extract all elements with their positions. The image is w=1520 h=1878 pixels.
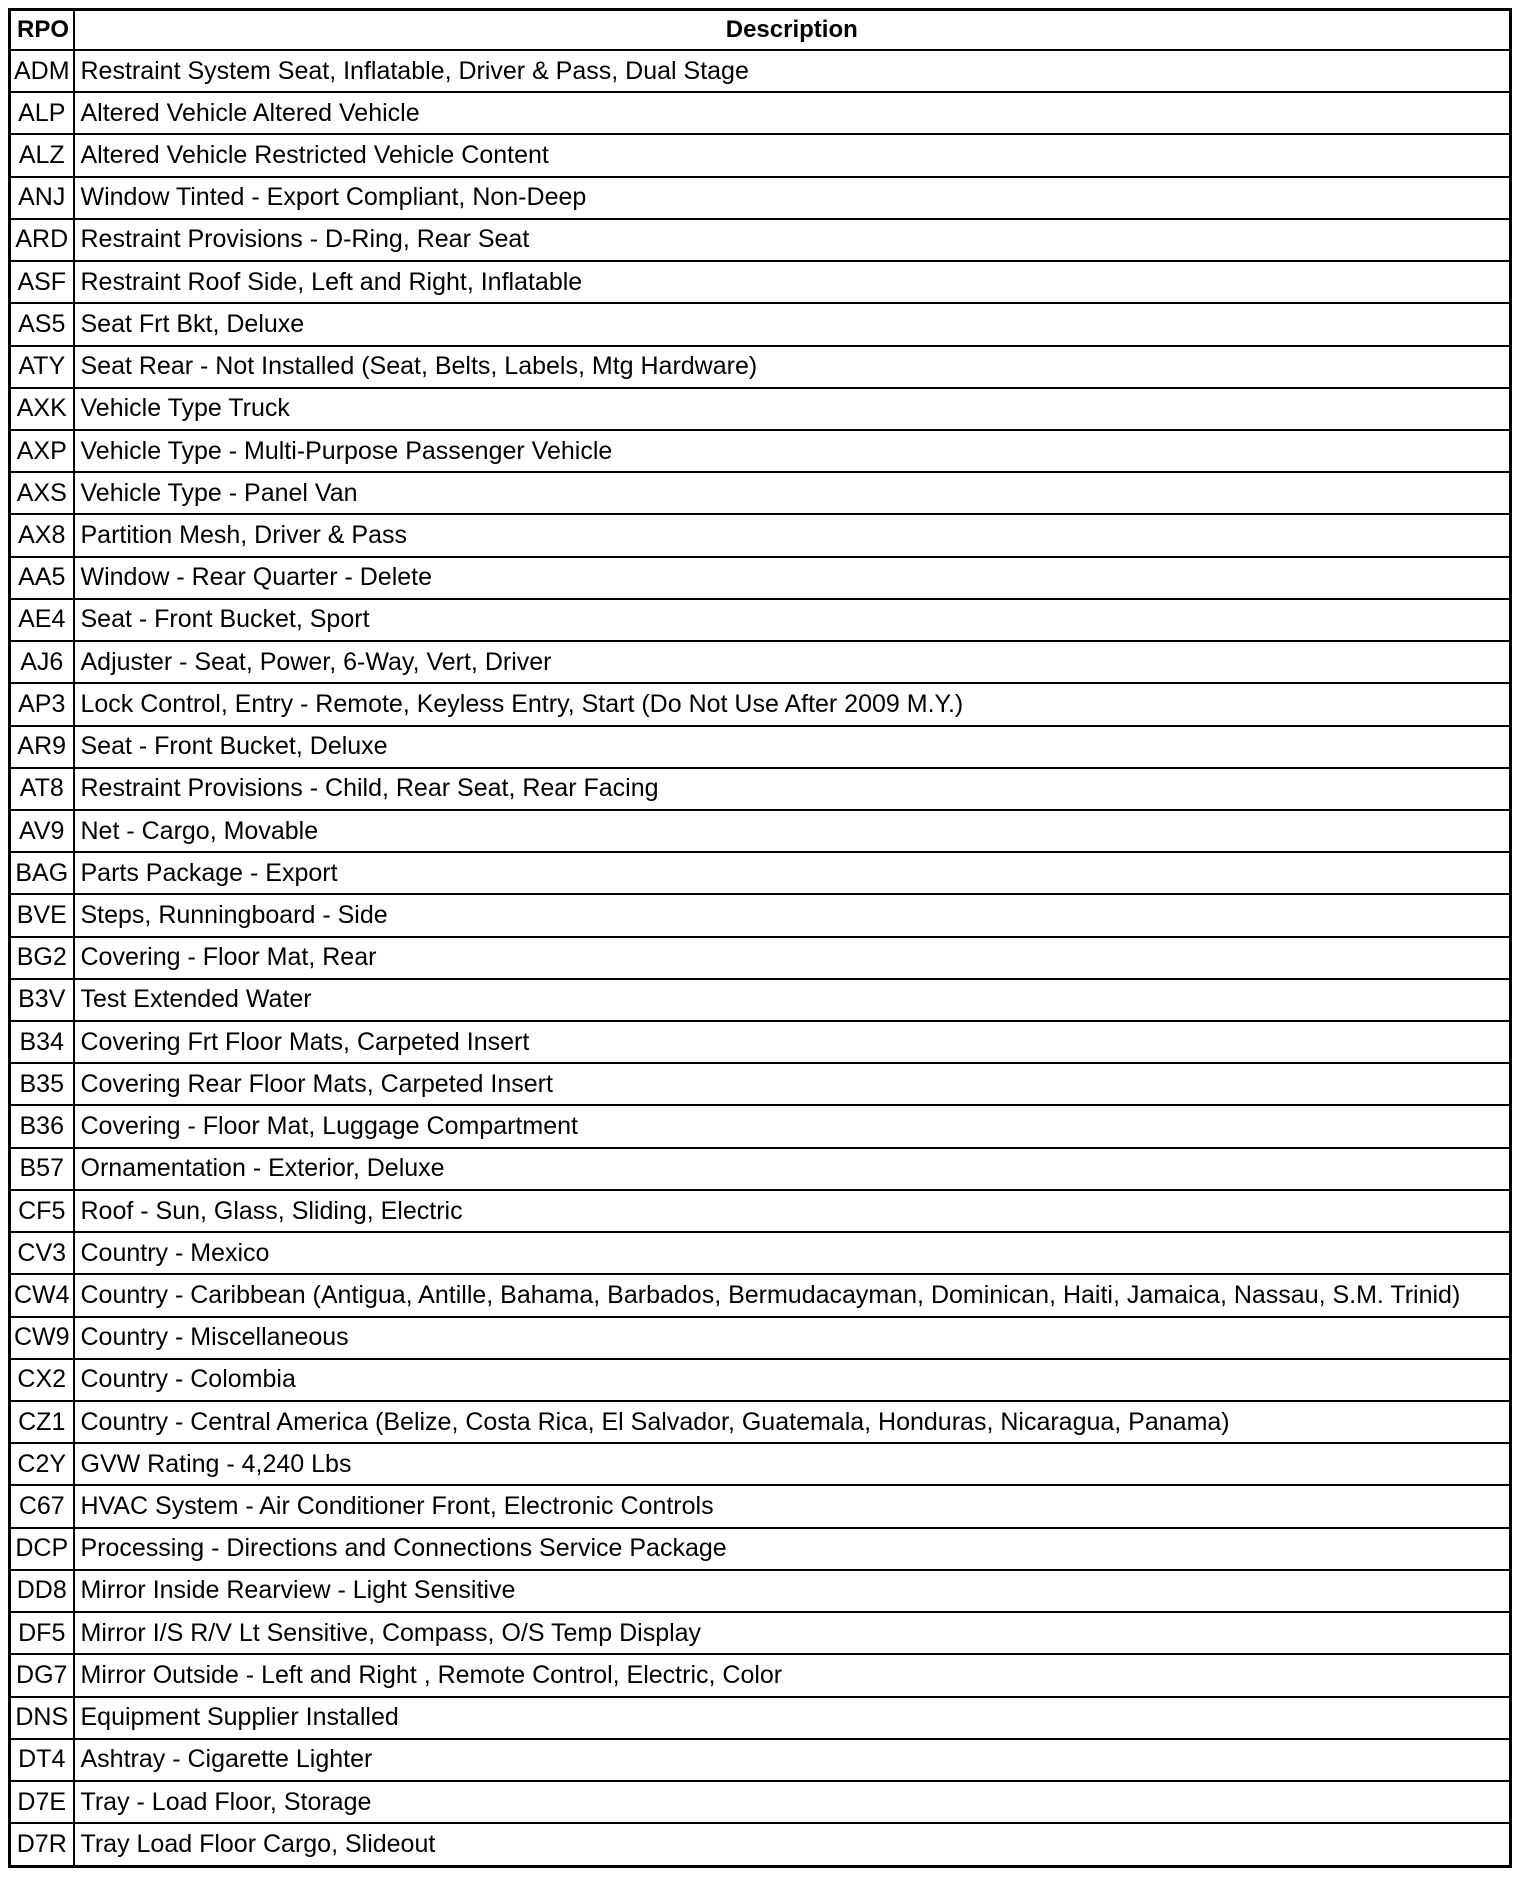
rpo-code-cell: C67 — [10, 1485, 74, 1527]
table-row — [10, 1570, 1511, 1612]
table-row — [10, 1317, 1511, 1359]
description-cell: Restraint System Seat, Inflatable, Driver & Pass, Dual Stage — [74, 50, 1511, 92]
table-row — [10, 599, 1511, 641]
description-cell: Partition Mesh, Driver & Pass — [74, 514, 1511, 556]
rpo-code-cell: ARD — [10, 219, 74, 261]
table-row — [10, 894, 1511, 936]
rpo-code-cell: ATY — [10, 346, 74, 388]
rpo-code-cell: CX2 — [10, 1359, 74, 1401]
header-row — [10, 10, 1511, 51]
table-row — [10, 1148, 1511, 1190]
table-row — [10, 768, 1511, 810]
rpo-code-cell: AXP — [10, 430, 74, 472]
description-cell: Vehicle Type Truck — [74, 388, 1511, 430]
description-cell: Net - Cargo, Movable — [74, 810, 1511, 852]
rpo-code-cell: ANJ — [10, 177, 74, 219]
table-row — [10, 1781, 1511, 1823]
table-row — [10, 1401, 1511, 1443]
description-cell: Covering - Floor Mat, Luggage Compartment — [74, 1105, 1511, 1147]
rpo-code-cell: DT4 — [10, 1739, 74, 1781]
table-row — [10, 1739, 1511, 1781]
description-cell: Processing - Directions and Connections Service Package — [74, 1528, 1511, 1570]
rpo-code-cell: AA5 — [10, 557, 74, 599]
table-row — [10, 514, 1511, 556]
description-cell: Steps, Runningboard - Side — [74, 894, 1511, 936]
description-cell: Seat Frt Bkt, Deluxe — [74, 303, 1511, 345]
description-cell: Altered Vehicle Altered Vehicle — [74, 92, 1511, 134]
rpo-code-cell: CZ1 — [10, 1401, 74, 1443]
rpo-code-cell: B3V — [10, 979, 74, 1021]
description-cell: Parts Package - Export — [74, 852, 1511, 894]
table-row — [10, 1190, 1511, 1232]
table-row — [10, 472, 1511, 514]
table-row — [10, 346, 1511, 388]
table-row — [10, 557, 1511, 599]
description-cell: Window - Rear Quarter - Delete — [74, 557, 1511, 599]
description-cell: Country - Colombia — [74, 1359, 1511, 1401]
table-row — [10, 92, 1511, 134]
rpo-code-cell: ALZ — [10, 134, 74, 176]
rpo-code-cell: AE4 — [10, 599, 74, 641]
rpo-code-cell: DD8 — [10, 1570, 74, 1612]
rpo-code-cell: AR9 — [10, 726, 74, 768]
table-row — [10, 1654, 1511, 1696]
description-cell: Covering - Floor Mat, Rear — [74, 937, 1511, 979]
description-cell: Altered Vehicle Restricted Vehicle Content — [74, 134, 1511, 176]
rpo-code-cell: AS5 — [10, 303, 74, 345]
table-row — [10, 219, 1511, 261]
table-row — [10, 50, 1511, 92]
description-cell: Mirror Outside - Left and Right , Remote Control, Electric, Color — [74, 1654, 1511, 1696]
description-cell: GVW Rating - 4,240 Lbs — [74, 1443, 1511, 1485]
description-cell: Restraint Provisions - D-Ring, Rear Seat — [74, 219, 1511, 261]
rpo-code-cell: B34 — [10, 1021, 74, 1063]
description-cell: Ashtray - Cigarette Lighter — [74, 1739, 1511, 1781]
rpo-table — [8, 8, 1512, 1868]
description-cell: Country - Mexico — [74, 1232, 1511, 1274]
table-row — [10, 810, 1511, 852]
description-cell: Country - Central America (Belize, Costa Rica, El Salvador, Guatemala, Honduras, Nicaragua, Panama) — [74, 1401, 1511, 1443]
rpo-code-cell: CW4 — [10, 1274, 74, 1316]
table-row — [10, 1232, 1511, 1274]
rpo-code-cell: ASF — [10, 261, 74, 303]
table-body — [10, 50, 1511, 1867]
description-cell: Covering Frt Floor Mats, Carpeted Insert — [74, 1021, 1511, 1063]
rpo-code-cell: D7E — [10, 1781, 74, 1823]
rpo-code-cell: B36 — [10, 1105, 74, 1147]
description-cell: Tray - Load Floor, Storage — [74, 1781, 1511, 1823]
description-cell: Lock Control, Entry - Remote, Keyless Entry, Start (Do Not Use After 2009 M.Y.) — [74, 683, 1511, 725]
table-row — [10, 303, 1511, 345]
description-cell: Covering Rear Floor Mats, Carpeted Insert — [74, 1063, 1511, 1105]
rpo-code-cell: BG2 — [10, 937, 74, 979]
table-row — [10, 1359, 1511, 1401]
rpo-code-cell: CF5 — [10, 1190, 74, 1232]
table-row — [10, 1443, 1511, 1485]
table-row — [10, 388, 1511, 430]
table-row — [10, 641, 1511, 683]
rpo-code-cell: AT8 — [10, 768, 74, 810]
table-row — [10, 1021, 1511, 1063]
table-row — [10, 177, 1511, 219]
description-cell: Vehicle Type - Multi-Purpose Passenger Vehicle — [74, 430, 1511, 472]
description-cell: Country - Miscellaneous — [74, 1317, 1511, 1359]
rpo-code-cell: DNS — [10, 1697, 74, 1739]
rpo-code-cell: DG7 — [10, 1654, 74, 1696]
description-cell: Window Tinted - Export Compliant, Non-Deep — [74, 177, 1511, 219]
rpo-code-cell: BVE — [10, 894, 74, 936]
table-row — [10, 1105, 1511, 1147]
rpo-code-cell: CW9 — [10, 1317, 74, 1359]
description-cell: Test Extended Water — [74, 979, 1511, 1021]
description-cell: Ornamentation - Exterior, Deluxe — [74, 1148, 1511, 1190]
rpo-code-cell: AXK — [10, 388, 74, 430]
description-cell: Seat - Front Bucket, Deluxe — [74, 726, 1511, 768]
rpo-code-cell: ALP — [10, 92, 74, 134]
table-row — [10, 430, 1511, 472]
description-cell: Adjuster - Seat, Power, 6-Way, Vert, Driver — [74, 641, 1511, 683]
rpo-code-cell: AV9 — [10, 810, 74, 852]
rpo-code-cell: AX8 — [10, 514, 74, 556]
rpo-code-cell: D7R — [10, 1823, 74, 1866]
description-cell: Roof - Sun, Glass, Sliding, Electric — [74, 1190, 1511, 1232]
description-column-header: Description — [74, 10, 1511, 51]
table-row — [10, 852, 1511, 894]
table-row — [10, 1528, 1511, 1570]
table-row — [10, 1274, 1511, 1316]
table-row — [10, 683, 1511, 725]
rpo-code-cell: AXS — [10, 472, 74, 514]
table-row — [10, 1697, 1511, 1739]
rpo-code-cell: B57 — [10, 1148, 74, 1190]
description-cell: Mirror I/S R/V Lt Sensitive, Compass, O/S Temp Display — [74, 1612, 1511, 1654]
rpo-code-cell: AP3 — [10, 683, 74, 725]
table-row — [10, 726, 1511, 768]
table-row — [10, 261, 1511, 303]
description-cell: HVAC System - Air Conditioner Front, Electronic Controls — [74, 1485, 1511, 1527]
table-row — [10, 1612, 1511, 1654]
rpo-code-cell: CV3 — [10, 1232, 74, 1274]
table-row — [10, 134, 1511, 176]
description-cell: Restraint Provisions - Child, Rear Seat, Rear Facing — [74, 768, 1511, 810]
rpo-code-cell: B35 — [10, 1063, 74, 1105]
description-cell: Country - Caribbean (Antigua, Antille, Bahama, Barbados, Bermudacayman, Dominican, Haiti, Jamaica, Nassau, S.M. Trinid) — [74, 1274, 1511, 1316]
description-cell: Mirror Inside Rearview - Light Sensitive — [74, 1570, 1511, 1612]
description-cell: Restraint Roof Side, Left and Right, Inflatable — [74, 261, 1511, 303]
description-cell: Vehicle Type - Panel Van — [74, 472, 1511, 514]
table-row — [10, 979, 1511, 1021]
table-row — [10, 1485, 1511, 1527]
table-row — [10, 1063, 1511, 1105]
description-cell: Equipment Supplier Installed — [74, 1697, 1511, 1739]
rpo-code-cell: DF5 — [10, 1612, 74, 1654]
table-row — [10, 937, 1511, 979]
rpo-column-header: RPO — [10, 10, 74, 51]
description-cell: Seat Rear - Not Installed (Seat, Belts, Labels, Mtg Hardware) — [74, 346, 1511, 388]
rpo-code-cell: BAG — [10, 852, 74, 894]
table-row — [10, 1823, 1511, 1866]
rpo-code-cell: AJ6 — [10, 641, 74, 683]
description-cell: Tray Load Floor Cargo, Slideout — [74, 1823, 1511, 1866]
rpo-code-cell: DCP — [10, 1528, 74, 1570]
description-cell: Seat - Front Bucket, Sport — [74, 599, 1511, 641]
rpo-code-cell: ADM — [10, 50, 74, 92]
rpo-code-cell: C2Y — [10, 1443, 74, 1485]
